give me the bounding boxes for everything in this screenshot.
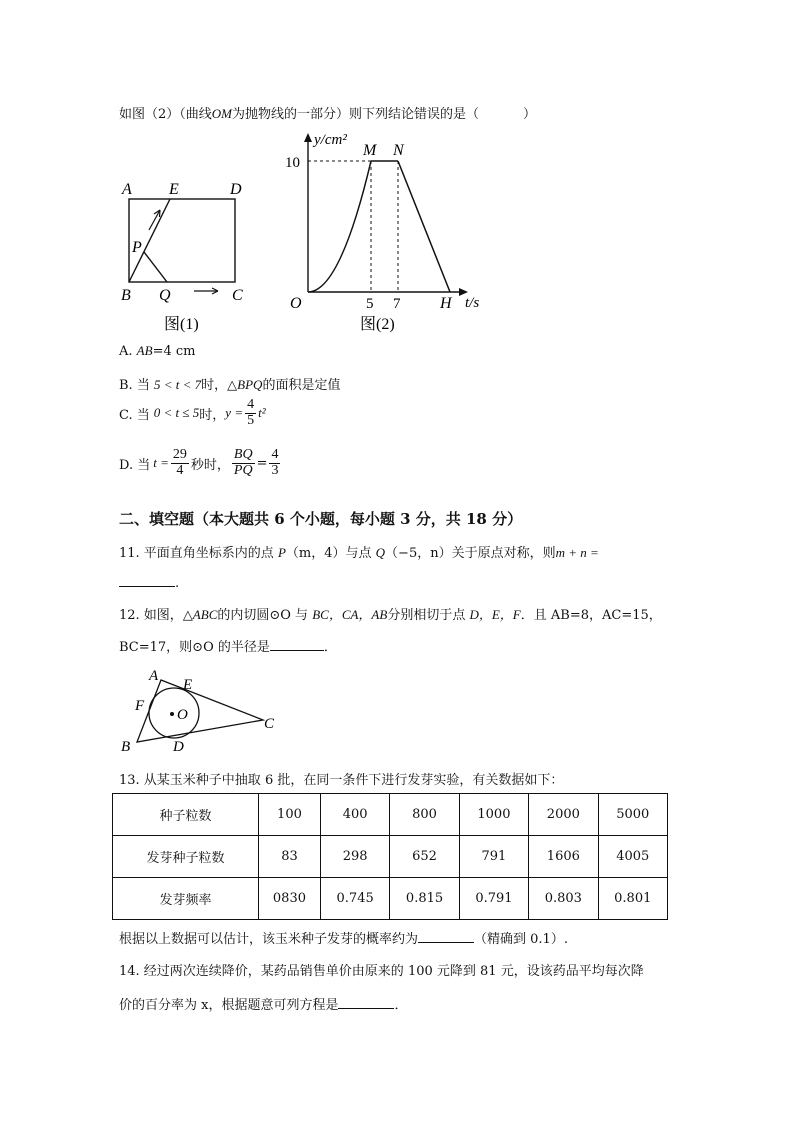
figure-1 bbox=[112, 172, 262, 340]
table-cell: 0.745 bbox=[320, 878, 389, 920]
table-cell: 0.815 bbox=[390, 878, 459, 920]
table-cell: 0.791 bbox=[459, 878, 528, 920]
table-cell: 298 bbox=[320, 836, 389, 878]
label-E: E bbox=[183, 677, 193, 693]
label-A: A bbox=[149, 668, 159, 684]
point-M: M bbox=[363, 142, 377, 159]
label-E: E bbox=[169, 181, 179, 198]
label-B: B bbox=[121, 739, 131, 755]
q14-answer-blank[interactable] bbox=[338, 996, 394, 1009]
label-F: F bbox=[135, 698, 145, 714]
point-H: H bbox=[440, 295, 452, 312]
y-tick-10: 10 bbox=[285, 155, 300, 171]
fraction-29-4: $\frac{29}{4}$ bbox=[172, 447, 187, 478]
x-tick-5: 5 bbox=[366, 296, 374, 312]
q12-line1: 12. 如图，△ABC的内切圆⊙O 与 BC，CA，AB分别相切于点 D，E，F．且 AB=8，AC=15， bbox=[119, 607, 662, 623]
label-P: P bbox=[132, 239, 142, 256]
q11-line2: . bbox=[119, 574, 179, 591]
row-header: 发芽频率 bbox=[113, 878, 259, 920]
table-cell: 4005 bbox=[598, 836, 667, 878]
table-row bbox=[113, 794, 668, 836]
table-cell: 1000 bbox=[459, 794, 528, 836]
table-cell: 5000 bbox=[598, 794, 667, 836]
fraction-4-3: $\frac{4}{3}$ bbox=[271, 447, 279, 478]
q11-answer-blank[interactable] bbox=[119, 574, 175, 587]
q13-answer-blank[interactable] bbox=[418, 930, 474, 943]
label-C: C bbox=[264, 716, 275, 732]
label-D: D bbox=[173, 739, 184, 755]
triangle-abc bbox=[137, 680, 263, 742]
row-header: 发芽种子粒数 bbox=[113, 836, 259, 878]
q13-intro: 13. 从某玉米种子中抽取 6 批，在同一条件下进行发芽实验，有关数据如下： bbox=[119, 773, 564, 788]
table-cell: 83 bbox=[259, 836, 321, 878]
figure-2 bbox=[280, 124, 490, 340]
q13-after: 根据以上数据可以估计，该玉米种子发芽的概率约为 （精确到 0.1）. bbox=[119, 932, 568, 947]
segment-pq bbox=[144, 252, 167, 282]
label-A: A bbox=[122, 181, 132, 198]
label-Q: Q bbox=[159, 287, 171, 304]
q10-stem: 如图（2）（曲线OM为抛物线的一部分）则下列结论错误的是（ ） bbox=[119, 106, 537, 122]
point-O: O bbox=[290, 295, 302, 312]
q14-line2: 价的百分率为 x，根据题意可列方程是 ． bbox=[119, 998, 408, 1013]
option-a: A. AB=4 cm bbox=[119, 343, 196, 359]
option-b: B. 当 5 < t < 7时，△BPQ的面积是定值 bbox=[119, 377, 341, 393]
label-B: B bbox=[121, 287, 131, 304]
option-d: D. 当 t = $\frac{29}{4}$ 秒时， $\frac{BQ}{PQ}$ = $\frac{4}{3}$ bbox=[119, 447, 279, 478]
table-cell: 791 bbox=[459, 836, 528, 878]
table-cell: 1606 bbox=[529, 836, 598, 878]
rectangle-abcd bbox=[129, 199, 235, 282]
table-cell: 100 bbox=[259, 794, 321, 836]
x-axis-label: t/s bbox=[465, 295, 480, 311]
segment-nh bbox=[398, 161, 450, 292]
q11-line1: 11. 平面直角坐标系内的点 P（m，4）与点 Q（−5，n）关于原点对称，则m + n = bbox=[119, 545, 599, 561]
q12-answer-blank[interactable] bbox=[270, 638, 324, 651]
row-header: 种子粒数 bbox=[113, 794, 259, 836]
label-D: D bbox=[230, 181, 242, 198]
table-cell: 400 bbox=[320, 794, 389, 836]
label-C: C bbox=[232, 287, 243, 304]
curve-om bbox=[308, 161, 371, 292]
figure-1-caption: 图(1) bbox=[164, 316, 199, 333]
y-axis-arrow bbox=[304, 133, 312, 142]
table-row bbox=[113, 836, 668, 878]
incircle bbox=[149, 688, 199, 738]
table-cell: 0.803 bbox=[529, 878, 598, 920]
q12-line2: BC=17，则⊙O 的半径是 ． bbox=[119, 640, 337, 655]
center-dot bbox=[170, 712, 174, 716]
fraction-bq-pq: $\frac{BQ}{PQ}$ bbox=[233, 447, 253, 478]
table-cell: 2000 bbox=[529, 794, 598, 836]
table-cell: 0.801 bbox=[598, 878, 667, 920]
x-tick-7: 7 bbox=[393, 296, 401, 312]
figure-incircle bbox=[115, 665, 285, 757]
table-row bbox=[113, 878, 668, 920]
fraction-4-5: $\frac{4}{5}$ bbox=[247, 397, 255, 428]
section-2-title: 二、填空题（本大题共 6 个小题，每小题 3 分，共 18 分） bbox=[119, 510, 523, 528]
figure-2-caption: 图(2) bbox=[360, 316, 395, 333]
table-cell: 0830 bbox=[259, 878, 321, 920]
option-c: C. 当 0 < t ≤ 5 时， y = $\frac{4}{5}$ t² bbox=[119, 397, 266, 428]
q14-line1: 14. 经过两次连续降价，某药品销售单价由原来的 100 元降到 81 元，设该药品平均每次降 bbox=[119, 964, 644, 979]
point-N: N bbox=[393, 142, 404, 159]
y-axis-label: y/cm² bbox=[314, 132, 347, 148]
table-cell: 800 bbox=[390, 794, 459, 836]
germination-table bbox=[112, 793, 668, 920]
label-O: O bbox=[177, 707, 188, 723]
table-cell: 652 bbox=[390, 836, 459, 878]
